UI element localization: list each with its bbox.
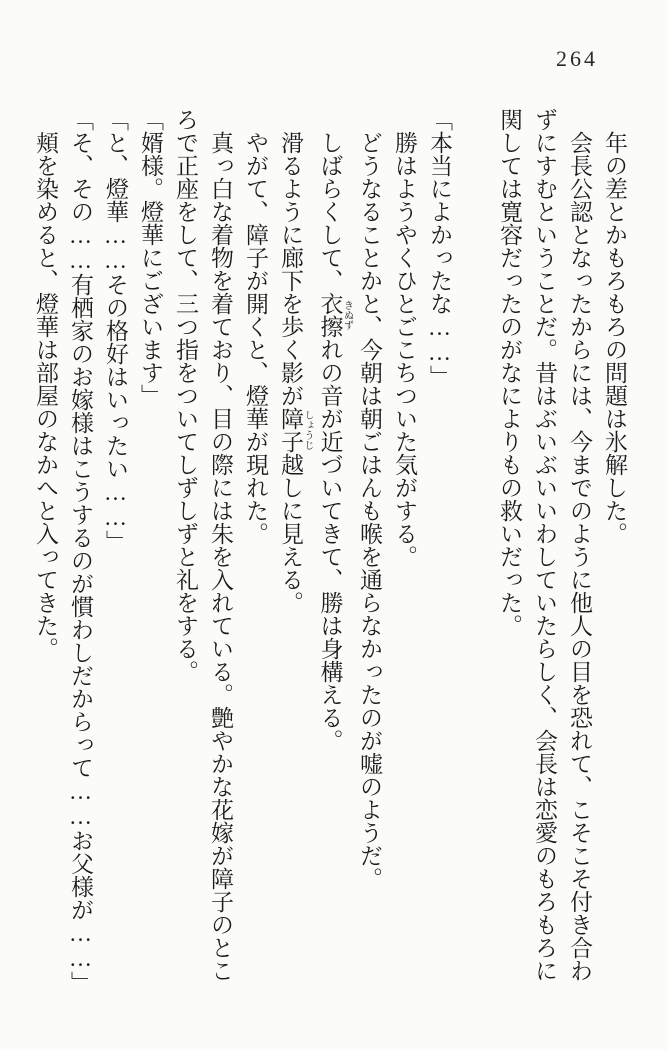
page-number: 264 <box>556 46 598 71</box>
text-line: どうなることかと、今朝は朝ごはんも喉を通らなかったのが嘘のようだ。 <box>357 131 382 890</box>
text-line: しばらくして、衣擦 きぬずれの音が近づいてきて、勝は身構える。 <box>317 131 353 752</box>
text-line: 年の差とかもろもろの問題は氷解した。 <box>602 131 627 545</box>
text-line: 真っ白な着物を着ており、目の際には朱を入れている。艶やかな花嫁が障子のとこ <box>208 131 233 982</box>
furigana-ruby: 障子 しょうじ <box>278 407 313 453</box>
text-line: 「本当によかったな……」 <box>427 108 452 388</box>
text-line: 関しては寛容だったのがなによりもの救いだった。 <box>497 108 522 637</box>
text-line: 「と、燈華……その格好はいったい……」 <box>103 108 128 553</box>
text-line: 会長公認となったからには、今までのように他人の目を恐れて、こそこそ付き合わ <box>567 131 592 982</box>
text-line: ずにすむということだ。昔はぶいぶいいわしていたらしく、会長は恋愛のもろもろに <box>532 108 557 982</box>
text-line: やがて、障子が開くと、燈華が現れた。 <box>243 131 268 545</box>
text-line: ろで正座をして、三つ指をついてしずしずと礼をする。 <box>173 108 198 683</box>
text-line: 頬を染めると、燈華は部屋のなかへと入ってきた。 <box>33 131 58 660</box>
text-line: 滑るように廊下を歩く影が障子 しょうじ越しに見える。 <box>278 131 313 614</box>
furigana-ruby: 衣擦 きぬず <box>317 292 353 338</box>
text-line: 「そ、その……有栖家のお嫁様はこうするのが慣わしだからって……お父様が……」 <box>68 108 93 994</box>
text-line: 勝はようやくひとごこちついた気がする。 <box>392 131 417 568</box>
blank-line <box>457 108 492 1000</box>
vertical-text-block <box>28 108 632 1000</box>
text-line: 「婿様。燈華にございます」 <box>138 108 163 407</box>
